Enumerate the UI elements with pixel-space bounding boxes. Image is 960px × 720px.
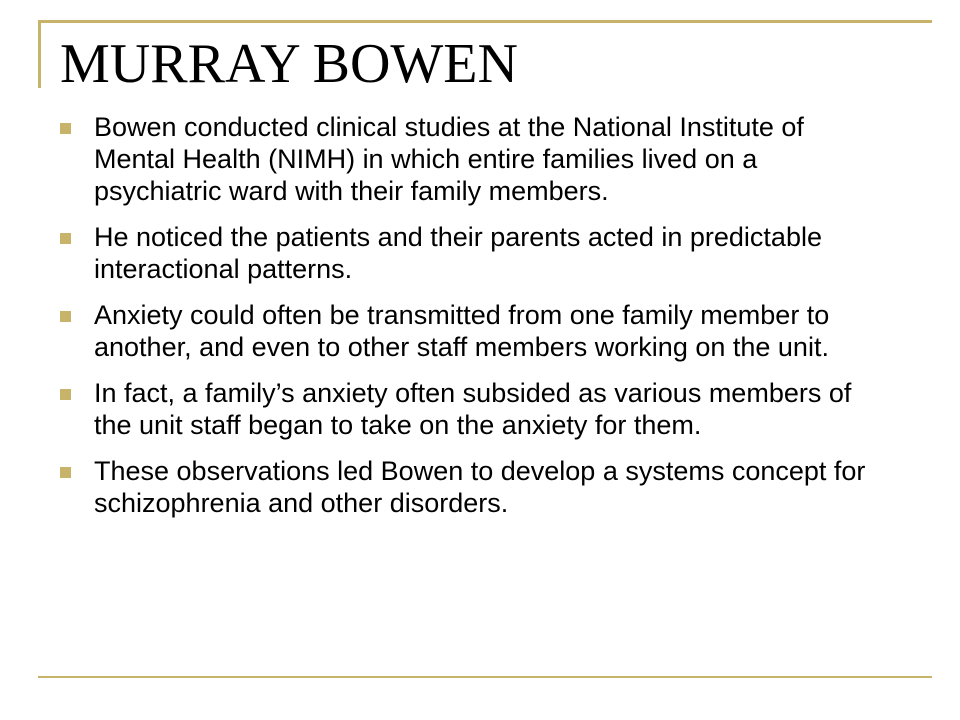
bullet-item: [58, 455, 880, 519]
bullet-item: [58, 299, 880, 363]
bottom-border-line: [38, 676, 932, 678]
bullet-text: Anxiety could often be transmitted from one family member to another, and even to other staff members working on the unit.: [94, 300, 830, 362]
bullet-text: These observations led Bowen to develop a systems concept for schizophrenia and other disorders.: [94, 456, 866, 518]
square-bullet-icon: [60, 389, 71, 400]
square-bullet-icon: [60, 233, 71, 244]
left-border-line: [38, 20, 41, 88]
square-bullet-icon: [60, 311, 71, 322]
bullet-text: He noticed the patients and their parents acted in predictable interactional patterns.: [94, 222, 822, 284]
bullet-item: [58, 221, 880, 285]
top-border-line: [38, 20, 932, 23]
bullet-text: Bowen conducted clinical studies at the National Institute of Mental Health (NIMH) in which entire families lived on a psychiatric ward with their family members.: [94, 112, 804, 206]
bullet-text: In fact, a family’s anxiety often subsided as various members of the unit staff began to take on the anxiety for them.: [94, 378, 852, 440]
slide-title: MURRAY BOWEN: [60, 33, 518, 95]
bullet-item: [58, 111, 880, 207]
bullet-item: [58, 377, 880, 441]
square-bullet-icon: [60, 467, 71, 478]
square-bullet-icon: [60, 123, 71, 134]
bullet-list: [58, 111, 880, 533]
